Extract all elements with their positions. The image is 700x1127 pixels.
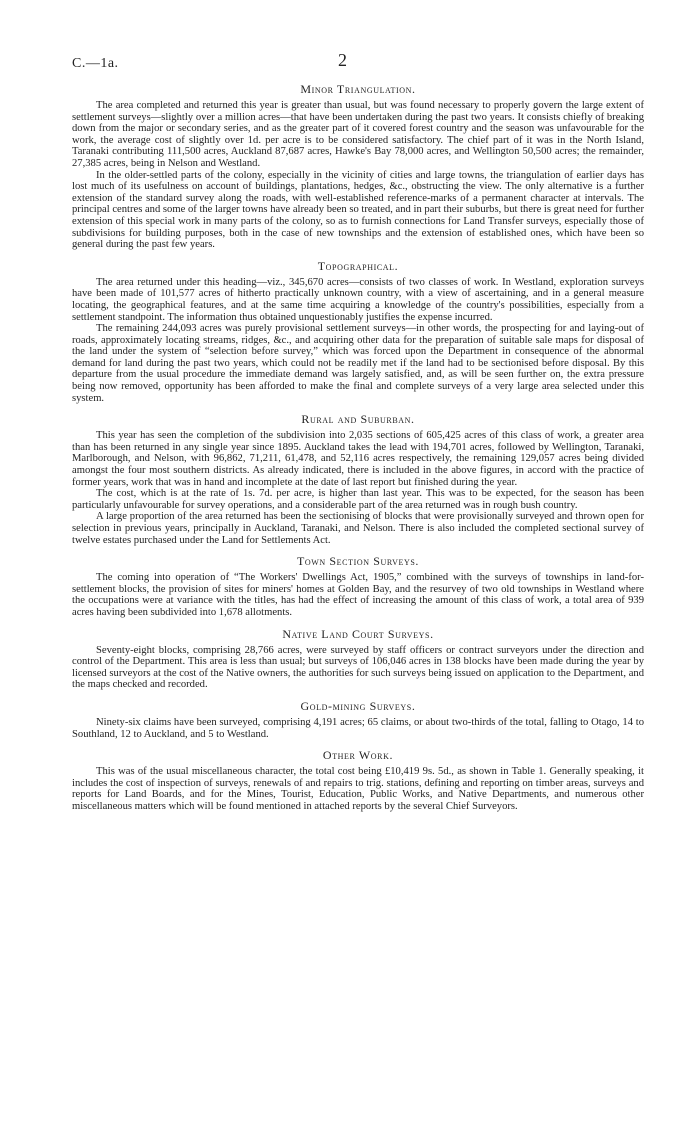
- section-other-work: [72, 748, 644, 812]
- paragraph: The area returned under this heading—viz., 345,670 acres—consists of two classes of work. In Westland, exploration surveys have been made of 101,577 acres of hitherto practically unknown country, with a view of ascertaining, and in a general measure locating, the geographical features, and at the same time acquiring a knowledge of the country's possibilities, especially from a settlement standpoint. The information thus obtained unquestionably justifies the expense incurred.: [72, 276, 644, 323]
- document-reference: C.—1a.: [72, 56, 119, 71]
- paragraph: The area completed and returned this year is greater than usual, but was found necessary to properly govern the large extent of settlement surveys—slightly over a million acres—that have been undertaken during the past two years. It consists chiefly of breaking down from the major or secondary series, and as the greater part of it covered forest country and the season was unfavourable for the work, the average cost of slightly over 1d. per acre is to be considered satisfactory. The chief part of it was in the North Island, Taranaki contributing 111,500 acres, Auckland 87,687 acres, Hawke's Bay 78,000 acres, and Wellington 50,500 acres; the remainder, 27,385 acres, being in Nelson and Westland.: [72, 100, 644, 169]
- section-minor-triangulation: [72, 82, 644, 251]
- section-heading: Town Section Surveys.: [296, 554, 420, 569]
- paragraph: This was of the usual miscellaneous character, the total cost being £10,419 9s. 5d., as shown in Table 1. Generally speaking, it includes the cost of inspection of surveys, renewals of and repairs to trig. stations, defining and reporting on timber areas, surveys and reports for Land Boards, and for the Mines, Tourist, Education, Public Works, and Native Departments, and numerous other miscellaneous matters which will be found mentioned in attached reports by the several Chief Surveyors.: [72, 766, 644, 812]
- section-topographical: [72, 259, 644, 405]
- paragraph: The cost, which is at the rate of 1s. 7d. per acre, is higher than last year. This was to be expected, for the season has been particularly unfavourable for survey operations, and a considerable part of the area returned was in rough bush country.: [72, 488, 644, 511]
- page-header: [72, 50, 644, 74]
- paragraph: This year has seen the completion of the subdivision into 2,035 sections of 605,425 acres of this class of work, a greater area than has been returned in any single year since 1895. Auckland takes the lead with 194,701 acres, followed by Wellington, Taranaki, Marlborough, and Nelson, with 96,862, 71,211, 61,478, and 52,116 acres respectively, the remaining 129,057 acres being divided amongst the four most southern districts. As already indicated, there is included in the above figures, in accord with the practice of former years, work that was in hand and incomplete at the date of last report but finished during the year.: [72, 430, 644, 488]
- paragraph: The coming into operation of “The Workers' Dwellings Act, 1905,” combined with the surveys of townships in land-for-settlement blocks, the provision of sites for miners' homes at Golden Bay, and the resurvey of two old townships in Westland where the occupations were at variance with the titles, has had the effect of increasing the amount of this class of work, a total area of 939 acres having been subdivided into 1,678 allotments.: [72, 572, 644, 618]
- section-heading: Topographical.: [317, 258, 399, 273]
- section-native-land-court-surveys: [72, 627, 644, 691]
- section-heading: Native Land Court Surveys.: [282, 626, 434, 641]
- section-rural-suburban: [72, 412, 644, 546]
- paragraph: Seventy-eight blocks, comprising 28,766 acres, were surveyed by staff officers or contract surveyors under the direction and control of the Department. This area is less than usual; but surveys of 106,046 acres in 138 blocks have been made during the year by licensed surveyors at the cost of the Native owners, the authorities for such surveys being issued on application to the Department, and the maps checked and recorded.: [72, 644, 644, 691]
- paragraph: The remaining 244,093 acres was purely provisional settlement surveys—in other words, the prospecting for and laying-out of roads, approximately locating streams, ridges, &c., and acquiring other data for the preparation of suitable sale maps for disposal of the land under the system of “selection before survey,” which was forced upon the Department in consequence of the abnormal demand for land during the past two years, which could not be readily met if the land had to be sectionised before disposal. By this departure from the usual procedure the immediate demand was largely satisfied, and, as will be seen further on, the extra pressure being now removed, opportunity has been afforded to make the final and complete surveys of a very large area selected under this system.: [72, 323, 644, 404]
- section-heading: Rural and Suburban.: [301, 412, 415, 427]
- section-gold-mining-surveys: [72, 699, 644, 740]
- paragraph: A large proportion of the area returned has been the sectionising of blocks that were provisionally surveyed and thrown open for selection in previous years, principally in Auckland, Taranaki, and Nelson. There is also included the completed sectional survey of twelve estates purchased under the Land for Settlements Act.: [72, 511, 644, 546]
- section-heading: Other Work.: [322, 748, 394, 763]
- paragraph: In the older-settled parts of the colony, especially in the vicinity of cities and large towns, the triangulation of earlier days has lost much of its usefulness on account of buildings, plantations, hedges, &c., obstructing the view. The only alternative is a further extension of the standard survey along the roads, with well-established reference-marks of a permanent character at intervals. The principal centres and some of the larger towns have already been so treated, and in part their suburbs, but there is great need for further extension of this special work in many parts of the colony, so as to furnish connections for Land Transfer surveys, especially those of subdivisions for building purposes, both in the case of new townships and the extension of established ones, which have been so general during the past few years.: [72, 169, 644, 251]
- paragraph: Ninety-six claims have been surveyed, comprising 4,191 acres; 65 claims, or about two-thirds of the total, falling to Otago, 14 to Southland, 12 to Auckland, and 5 to Westland.: [72, 716, 644, 740]
- page-number: 2: [338, 50, 347, 70]
- section-town-section-surveys: [72, 554, 644, 618]
- document-page: [72, 50, 644, 813]
- section-heading: Gold-mining Surveys.: [300, 698, 416, 713]
- section-heading: Minor Triangulation.: [300, 82, 416, 96]
